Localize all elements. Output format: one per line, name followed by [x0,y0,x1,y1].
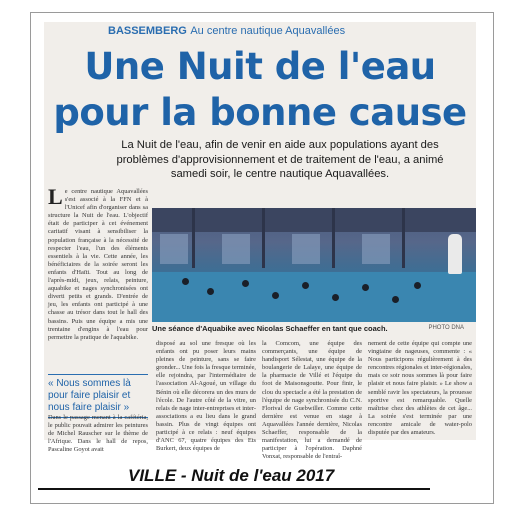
headline [44,44,476,136]
kicker-location: Au centre nautique Aquavallées [190,25,346,37]
article-column-4 [368,340,472,440]
column-1b-text: Dans le passage menant à la cafétéria, le public pouvait admirer les peintures de Michel Rauscher sur le thème de l'Afrique. Dans le hall de repos, Pascaline Goyot avait [48,414,148,454]
photo-caption-text: Une séance d'Aquabike avec Nicolas Schaeffer en tant que coach. [152,324,388,333]
photo-credit: PHOTO DNA [428,325,464,331]
column-3-text: la Comcom, une équipe des commerçants, une équipe de handisport Sélestat, une équipe de la boulangerie de Lalaye, une équipe de la pharmacie de Villé et l'équipe du foot de Maisonsgoutte. Pour finir, le clou du spectacle a été la prestation de l'équipe de nage synchronisée du C.N. Florival de Guebwiller. Comme cette dernière est venue en stage à Aquavallées l'année dernière, Nicolas Schaeffer, responsable de la manifestation, lui a demandé de participer à l'opération. Daphné Vonxat, responsable de l'entraî- [262,340,362,461]
column-2-text: disposé au sol une fresque où les enfants ont pu poser leurs mains pleines de peinture, sans se faire gronder... Une fois la fresque terminée, elle rejoindra, par l'intermédiaire de l'association Al-Agoué, un village du Bénin où elle décorera un des murs de l'école. De l'autre côté de la vitre, un relais de nage inter-entreprises et inter-associations a eu lieu dans le grand bassin. Plus de vingt équipes ont participé à ce relais : neuf équipes d'ANC 67, quatre équipes des Ets Burkert, deux équipes de [156,340,256,453]
article-column-2 [156,340,256,453]
footer-underline [38,488,430,490]
article-column-1 [48,184,148,370]
kicker [108,24,345,37]
footer-title: VILLE - Nuit de l'eau 2017 [128,466,335,485]
swimming-pool-photo [152,208,476,322]
article-column-3 [262,340,362,461]
headline-line-1: Une Nuit de l'eau [84,45,436,88]
drop-cap: L [48,184,63,209]
photo-caption [152,324,476,336]
column-4-text: nement de cette équipe qui compte une vingtaine de nageuses, commente : « Nous participons régulièrement à des rencontres régionales et inter-régionales, mais ce soir nous sommes là pour faire plaisir et nous faire plaisir. » Le show a semblé ravir les spectateurs, la prouesse sportive est remarquable. Quelle maîtrise chez des athlètes de cet âge... La soirée s'est terminée par une rencontre amicale de water-polo disputée par des amateurs. [368,340,472,437]
article-column-1-continued [48,414,148,454]
lede: La Nuit de l'eau, afin de venir en aide aux populations ayant des problèmes d'approvisionnement et de traitement de l'eau, a animé samedi soir, le centre nautique Aquavallées. [116,139,444,180]
headline-line-2: pour la bonne cause [53,91,467,134]
kicker-place: BASSEMBERG [108,25,187,37]
pull-quote: « Nous sommes là pour faire plaisir et nous faire plaisir » [48,374,148,418]
newspaper-clipping [44,22,476,461]
column-1-text: e centre nautique Aquavallées s'est associé à la FFN et à l'Unicef afin d'organiser dans sa structure la Nuit de l'eau. L'objectif était de participer à cet événement caritatif visant à sensibiliser la population française à la nécessité de respecter l'eau, l'un des éléments essentiels à la vie. Cette année, les bénéficiaires de la soirée seront les enfants d'Haïti. Tout au long de l'après-midi, jeux, relais, peinture, aquabike et nages synchronisées ont diverti petits et grands. D'entrée de jeu, les enfants ont participé à une chasse au trésor dans tout le hall des bassins. Puis une équipe a mis une trentaine d'engins à l'eau pour permettre la pratique de l'aquabike. [48,188,148,341]
